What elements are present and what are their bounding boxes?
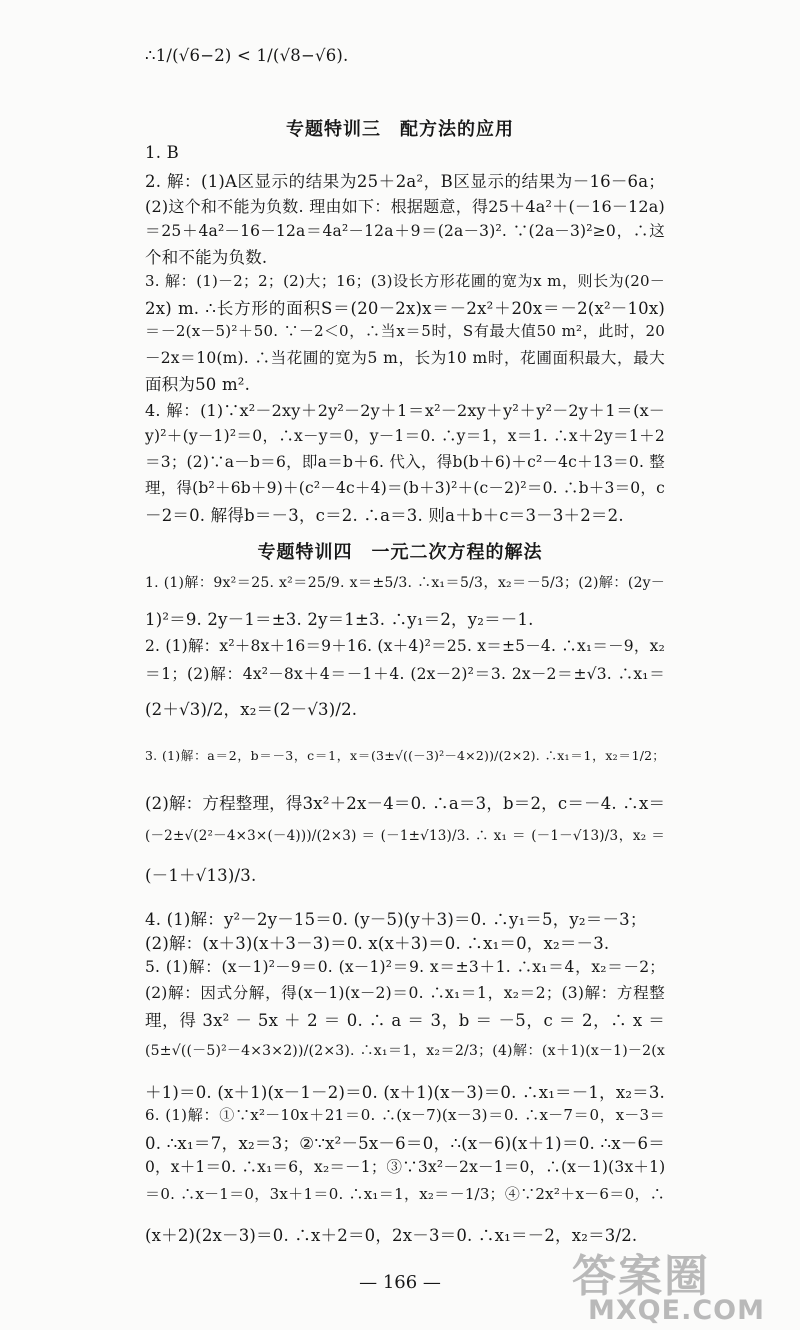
text-line: 3. 解：(1)－2；2；(2)大；16；(3)设长方形花圃的宽为x m，则长为(20－ — [145, 272, 665, 290]
text-line: (x＋2)(2x－3)＝0. ∴x＋2＝0，2x－3＝0. ∴x₁＝－2，x₂＝3/2. — [145, 1226, 638, 1245]
text-line: 0，x＋1＝0. ∴x₁＝6，x₂＝－1；③∵3x²－2x－1＝0，∴(x－1)(3x＋1) — [145, 1158, 666, 1176]
text-line: 2x) m. ∴长方形的面积S＝(20－2x)x＝－2x²＋20x＝－2(x²－10x) — [145, 299, 665, 318]
page-number: — 166 — — [359, 1272, 441, 1293]
text-line: (2)解：因式分解，得(x－1)(x－2)＝0. ∴x₁＝1，x₂＝2；(3)解：方程整 — [145, 984, 665, 1002]
text-line: 4. 解：(1)∵x²－2xy＋2y²－2y＋1＝x²－2xy＋y²＋y²－2y＋1＝(x－ — [145, 401, 665, 420]
watermark-bottom: MXQE.COM — [588, 1295, 765, 1326]
text-line: (5±√((－5)²－4×3×2))/(2×3). ∴x₁＝1，x₂＝2/3；(4)解：(x＋1)(x－1)－2(x — [145, 1043, 665, 1059]
text-line: －2＝0. 解得b＝－3，c＝2. ∴a＝3. 则a＋b＋c＝3－3＋2＝2. — [145, 506, 624, 525]
text-line: 0. ∴x₁＝7，x₂＝3；②∵x²－5x－6＝0，∴(x－6)(x＋1)＝0. ∴x－6＝ — [145, 1134, 665, 1153]
text-line: y)²＋(y－1)²＝0，∴x－y＝0，y－1＝0. ∴y＝1，x＝1. ∴x＋2y＝1＋2 — [145, 427, 665, 445]
section-heading-3: 专题特训三 配方法的应用 — [286, 119, 514, 140]
text-line: ＋1)＝0. (x＋1)(x－1－2)＝0. (x＋1)(x－3)＝0. ∴x₁＝－1，x₂＝3. — [145, 1083, 665, 1102]
text-line: ＝0. ∴x－1＝0，3x＋1＝0. ∴x₁＝1，x₂＝－1/3；④∵2x²＋x－6＝0，∴ — [145, 1185, 665, 1203]
text-line: 理，得 3x² － 5x ＋ 2 ＝ 0. ∴ a ＝ 3，b ＝ －5，c ＝ 2，∴ x ＝ — [145, 1011, 665, 1030]
text-line: ＝1；(2)解：4x²－8x＋4＝－1＋4. (2x－2)²＝3. 2x－2＝±√3. ∴x₁＝ — [145, 665, 665, 683]
text-line: 个和不能为负数. — [145, 248, 268, 267]
text-line: ＝3；(2)∵a－b＝6，即a＝b＋6. 代入，得b(b＋6)＋c²－4c＋13＝0. 整 — [145, 453, 665, 471]
section-heading-4: 专题特训四 一元二次方程的解法 — [257, 542, 543, 563]
text-line: 6. (1)解：①∵x²－10x＋21＝0. ∴(x－7)(x－3)＝0. ∴x－7＝0，x－3＝ — [145, 1106, 665, 1124]
text-line: 2. (1)解：x²＋8x＋16＝9＋16. (x＋4)²＝25. x＝±5－4. ∴x₁＝－9，x₂ — [145, 637, 665, 655]
text-line: (2)解：方程整理，得3x²＋2x－4＝0. ∴a＝3，b＝2，c＝－4. ∴x＝ — [145, 794, 666, 813]
text-line: (2)解：(x＋3)(x＋3－3)＝0. x(x＋3)＝0. ∴x₁＝0，x₂＝－3. — [145, 934, 610, 953]
text-line: ∴1/(√6−2) < 1/(√8−√6). — [145, 46, 349, 65]
text-line: －2x＝10(m). ∴当花圃的宽为5 m，长为10 m时，花圃面积最大，最大 — [145, 349, 665, 367]
text-line: 1. B — [145, 143, 179, 162]
text-line: 4. (1)解：y²－2y－15＝0. (y－5)(y＋3)＝0. ∴y₁＝5，y₂＝－3； — [145, 910, 647, 929]
text-line: 面积为50 m². — [145, 375, 251, 394]
watermark-top: 答案圈 — [572, 1251, 710, 1302]
text-line: (2)这个和不能为负数. 理由如下：根据题意，得25＋4a²＋(－16－12a) — [145, 197, 665, 216]
text-line: 2. 解：(1)A区显示的结果为25＋2a²，B区显示的结果为－16－6a； — [145, 172, 665, 191]
text-line: 理，得(b²＋6b＋9)＋(c²－4c＋4)＝(b＋3)²＋(c－2)²＝0. ∴b＋3＝0，c — [145, 479, 665, 497]
text-line: (2＋√3)/2，x₂＝(2－√3)/2. — [145, 700, 358, 719]
text-line: ＝25＋4a²－16－12a＝4a²－12a＋9＝(2a－3)². ∵(2a－3)²≥0，∴这 — [145, 222, 665, 240]
text-line: 1. (1)解：9x²＝25. x²＝25/9. x＝±5/3. ∴x₁＝5/3，x₂＝－5/3；(2)解：(2y－ — [145, 575, 665, 591]
watermark-logo — [562, 1236, 792, 1326]
text-line: (－1＋√13)/3. — [145, 866, 257, 885]
text-line: ＝－2(x－5)²＋50. ∵－2＜0，∴当x＝5时，S有最大值50 m²，此时，20 — [145, 322, 665, 340]
text-line: 1)²＝9. 2y－1＝±3. 2y＝1±3. ∴y₁＝2，y₂＝－1. — [145, 610, 534, 629]
text-line: 3. (1)解：a＝2，b＝－3，c＝1，x＝(3±√((－3)²－4×2))/(2×2). ∴x₁＝1，x₂＝1/2； — [145, 748, 665, 763]
text-line: 5. (1)解：(x－1)²－9＝0. (x－1)²＝9. x＝±3＋1. ∴x₁＝4，x₂＝－2； — [145, 958, 665, 976]
text-line: (－2±√(2²－4×3×(－4)))/(2×3) ＝ (－1±√13)/3. ∴ x₁ ＝ (－1－√13)/3，x₂ ＝ — [145, 828, 665, 844]
